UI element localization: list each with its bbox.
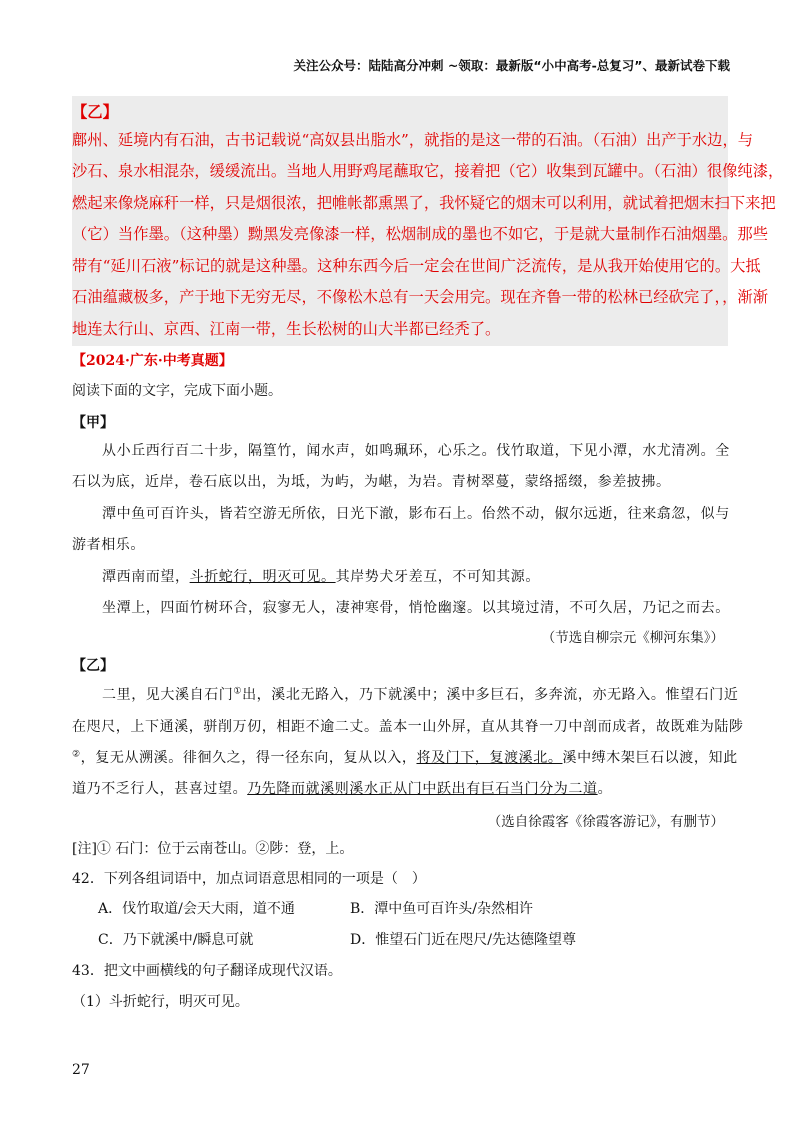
page-header: 关注公众号：陆陆高分冲刺 ~领取：最新版“小中高考-总复习”、最新试卷下载 — [293, 58, 730, 73]
yi-box-line: 石油蕴藏极多，产于地下无穷无尽，不像松木总有一天会用完。现在齐鲁一带的松林已经砍完了，，渐渐 — [72, 288, 769, 306]
yi-paragraph-1-cont: 在咫尺，上下通溪，骈削万仞，相距不逾二丈。盖本一山外屏，直从其脊一刀中剖而成者，故既难为陆陟 — [72, 719, 744, 735]
jia-source: （节选自柳宗元《柳河东集》） — [541, 630, 724, 646]
yi-label: 【乙】 — [72, 658, 114, 674]
option-c: C．乃下就溪中/瞬息可就 — [98, 932, 254, 948]
question-43-item-1: （1）斗折蛇行，明灭可见。 — [72, 994, 249, 1010]
jia-paragraph-1: 从小丘西行百二十步，隔篁竹，闻水声，如鸣珮环，心乐之。伐竹取道，下见小潭，水尤清冽。全 — [102, 443, 730, 459]
question-42-stem: 42．下列各组词语中，加点词语意思相同的一项是（ ） — [72, 871, 426, 887]
yi-box-line: 沙石、泉水相混杂，缓缓流出。当地人用野鸡尾蘸取它，接着把（它）收集到瓦罐中。（石油）很像纯漆， — [72, 162, 784, 180]
yi-paragraph-1-cont: 道乃不乏行人，甚喜过望。乃先降而就溪则溪水正从门中跃出有巨石当门分为二道。 — [72, 781, 613, 797]
question-43-stem: 43．把文中画横线的句子翻译成现代汉语。 — [72, 963, 342, 979]
instruction: 阅读下面的文字，完成下面小题。 — [72, 383, 282, 399]
underlined-sentence: 斗折蛇行，明灭可见。 — [189, 569, 336, 585]
jia-paragraph-3: 潭西南而望，斗折蛇行，明灭可见。其岸势犬牙差互，不可知其源。 — [102, 569, 541, 585]
yi-box-line: 燃起来像烧麻秆一样，只是烟很浓，把帷帐都熏黑了，我怀疑它的烟末可以利用，就试着把烟末扫下来把 — [72, 194, 776, 212]
footnote: [注]① 石门：位于云南苍山。②陟：登，上。 — [72, 841, 354, 857]
jia-label: 【甲】 — [72, 415, 114, 431]
yi-paragraph-1-cont: ②，复无从溯溪。徘徊久之，得一径东向，复从以入，将及门下，复渡溪北。溪中缚木架巨石以渡，知此 — [72, 749, 738, 766]
jia-paragraph-4: 坐潭上，四面竹树环合，寂寥无人，凄神寒骨，悄怆幽邃。以其境过清，不可久居，乃记之而去。 — [102, 600, 730, 616]
underlined-sentence: 将及门下，复渡溪北。 — [416, 750, 563, 766]
yi-source: （选自徐霞客《徐霞客游记》，有删节） — [487, 814, 724, 830]
option-d: D．惟望石门近在咫尺/先达德隆望尊 — [350, 932, 576, 948]
underlined-sentence: 乃先降而就溪则溪水正从门中跃出有巨石当门分为二道 — [247, 781, 598, 797]
jia-paragraph-2-cont: 游者相乐。 — [72, 537, 145, 553]
yi-paragraph-1: 二里，见大溪自石门①出，溪北无路入，乃下就溪中；溪中多巨石，多奔流，亦无路入。惟望石门近 — [102, 686, 739, 703]
option-b: B．潭中鱼可百许头/杂然相许 — [350, 901, 534, 917]
yi-box-line: 地连太行山、京西、江南一带，生长松树的山大半都已经秃了。 — [72, 320, 501, 338]
page-number: 27 — [72, 1062, 90, 1078]
yi-box-line: （它）当作墨。（这种墨）黝黑发亮像漆一样，松烟制成的墨也不如它，于是就大量制作石油烟墨。那些 — [72, 225, 769, 243]
option-a: A．伐竹取道/会天大雨，道不通 — [98, 901, 295, 917]
jia-paragraph-2: 潭中鱼可百许头，皆若空游无所依，日光下澈，影布石上。佁然不动，俶尔远逝，往来翕忽，似与 — [102, 506, 730, 522]
yi-box-line: 带有“延川石液”标记的就是这种墨。这种东西今后一定会在世间广泛流传，是从我开始使用它的。大抵 — [72, 257, 761, 275]
jia-paragraph-1-cont: 石以为底，近岸，卷石底以出，为坻，为屿，为嵁，为岩。青树翠蔓，蒙络摇缀，参差披拂。 — [72, 474, 671, 490]
yi-box-label: 【乙】 — [72, 103, 118, 121]
yi-box-line: 鄜州、延境内有石油，古书记载说“高奴县出脂水”，就指的是这一带的石油。（石油）出产于水边，与 — [72, 131, 754, 149]
exam-title: 【2024·广东·中考真题】 — [72, 353, 233, 369]
